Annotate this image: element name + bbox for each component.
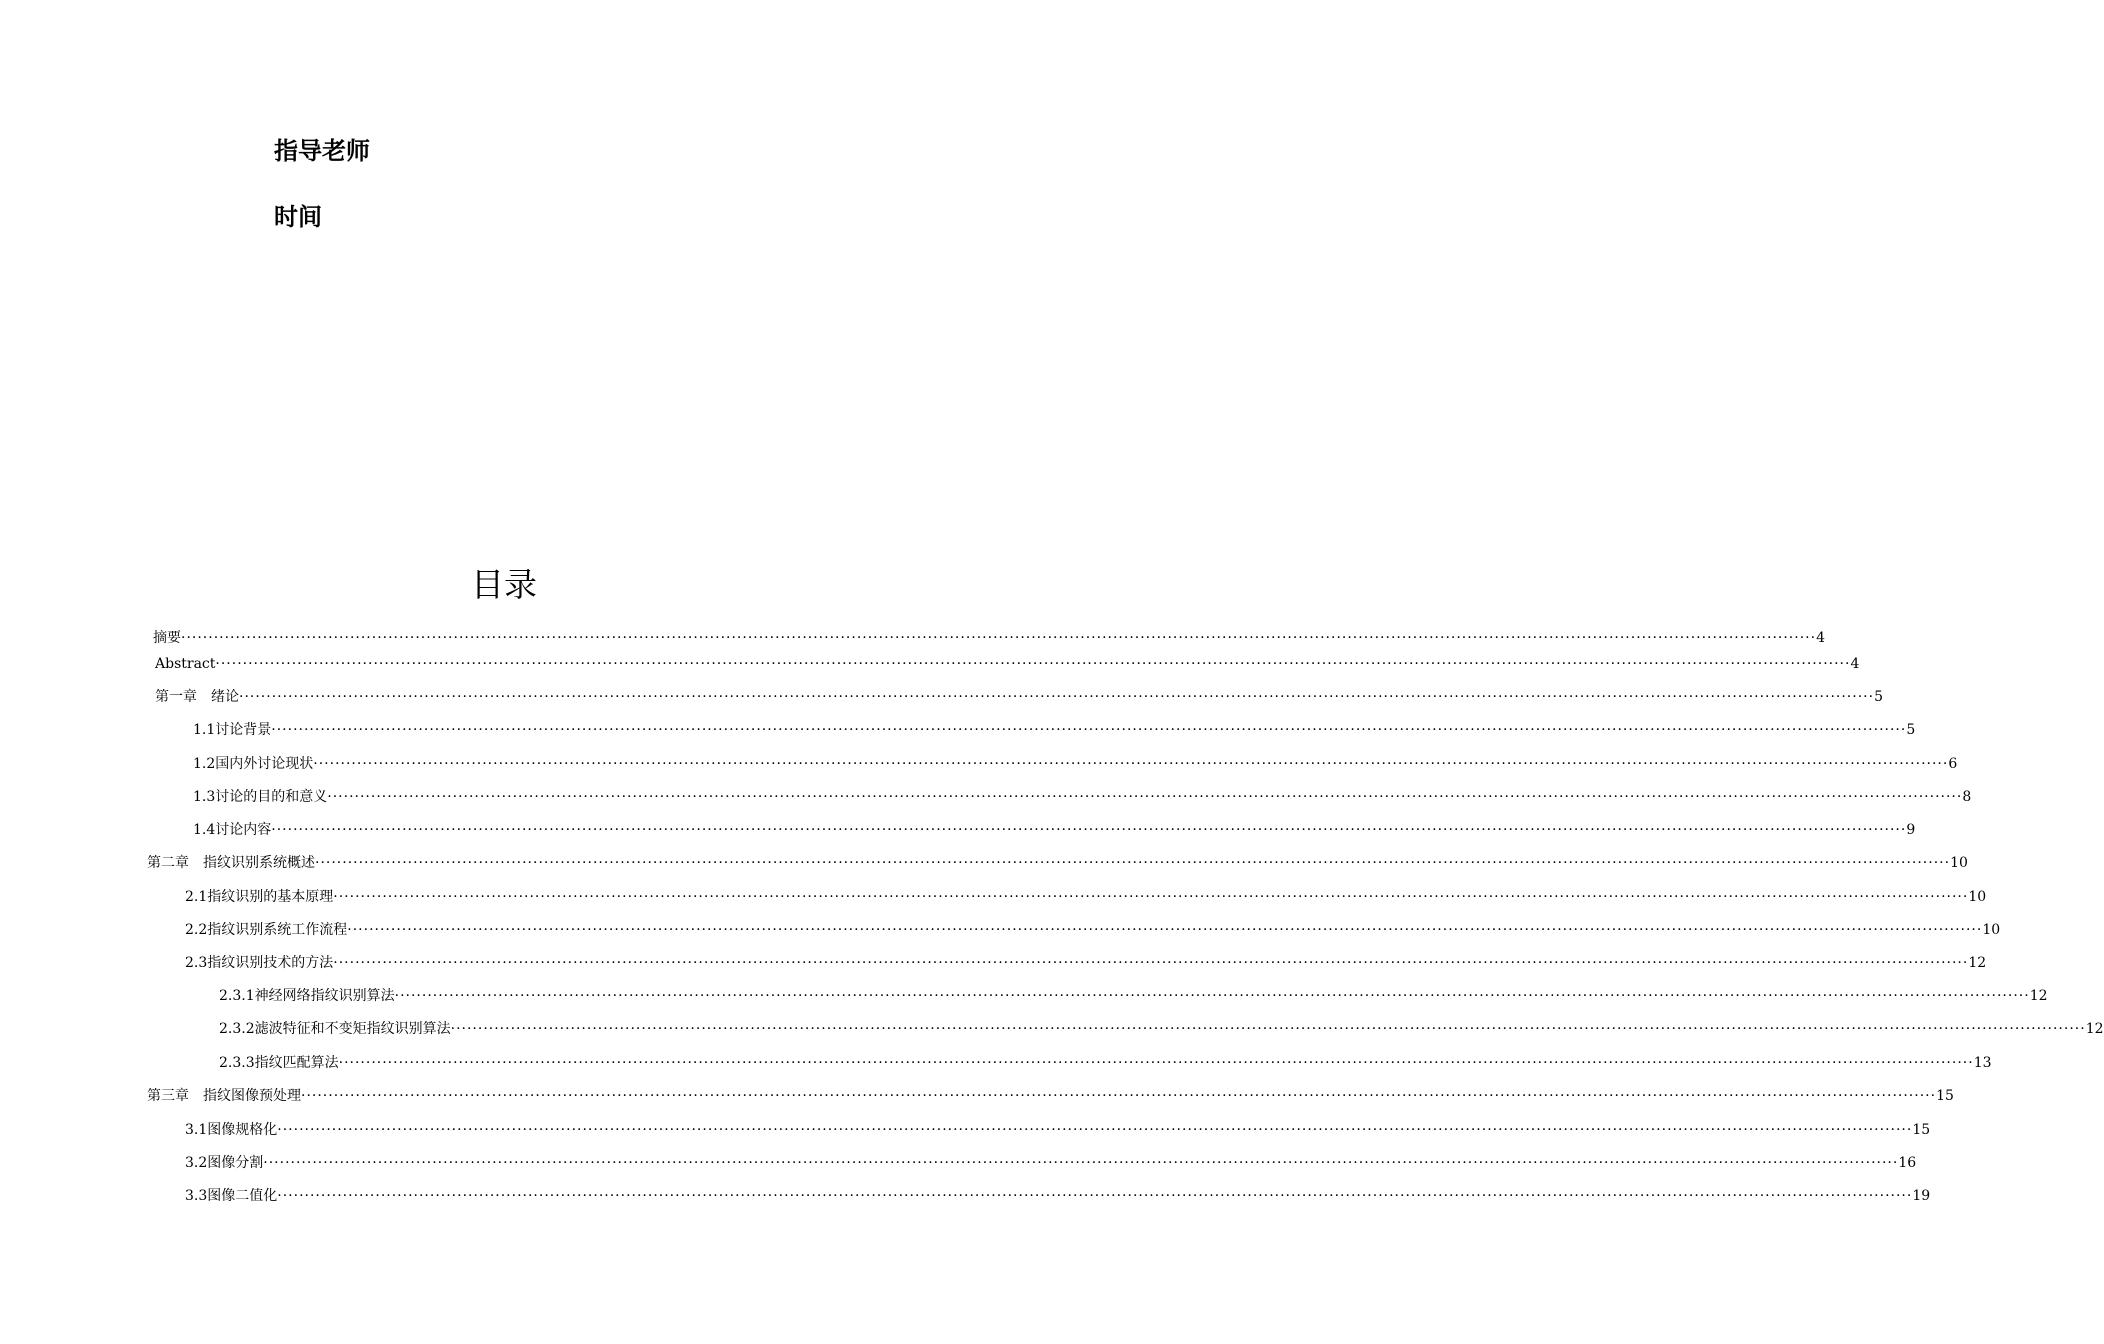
toc-entry-page: 12: [2085, 1021, 2104, 1037]
toc-leader: ············································································································································································································································································································: [239, 689, 1875, 705]
toc-entry-text: 2.3.2滤波特征和不变矩指纹识别算法: [219, 1021, 451, 1037]
toc-entry-page: 16: [1898, 1155, 1917, 1171]
toc-entry[interactable]: [185, 887, 1987, 907]
toc-entry-page: 5: [1874, 689, 1883, 705]
toc-leader: ············································································································································································································································································································: [347, 922, 1983, 938]
toc-entry-text: 3.1图像规格化: [185, 1122, 278, 1138]
toc-entry-page: 12: [1968, 955, 1987, 971]
toc-entry-page: 9: [1906, 822, 1916, 838]
toc-entry-page: 4: [1816, 630, 1825, 646]
toc-entry-page: 10: [1968, 889, 1987, 905]
toc-entry[interactable]: [153, 628, 1825, 648]
toc-leader: ············································································································································································································································································································: [271, 822, 1907, 838]
toc-entry-text: 2.3指纹识别技术的方法: [185, 955, 334, 971]
toc-entry-page: 10: [1950, 855, 1968, 871]
toc-entry-text: 1.3讨论的目的和意义: [193, 789, 328, 805]
toc-leader: ············································································································································································································································································································: [301, 1088, 1937, 1104]
toc-entry-text: Abstract: [155, 656, 216, 672]
toc-entry-text: 2.2指纹识别系统工作流程: [185, 922, 348, 938]
toc-leader: ············································································································································································································································································································: [181, 630, 1817, 646]
toc-entry-text: 2.1指纹识别的基本原理: [185, 889, 334, 905]
toc-leader: ············································································································································································································································································································: [271, 722, 1907, 738]
toc-entry[interactable]: [185, 920, 2001, 940]
toc-entry-text: 3.2图像分割: [185, 1155, 264, 1171]
advisor-label: 指导老师: [274, 137, 370, 165]
toc-entry-page: 8: [1962, 789, 1972, 805]
toc-leader: ············································································································································································································································································································: [263, 1155, 1899, 1171]
toc-entry-page: 15: [1912, 1122, 1931, 1138]
toc-entry-page: 15: [1936, 1088, 1954, 1104]
toc-entry[interactable]: [147, 1086, 1954, 1106]
toc-leader: ············································································································································································································································································································: [333, 889, 1969, 905]
toc-leader: ············································································································································································································································································································: [327, 789, 1963, 805]
toc-leader: ············································································································································································································································································································: [394, 988, 2030, 1004]
toc-entry-text: 1.1讨论背景: [193, 722, 272, 738]
toc-entry[interactable]: [193, 787, 1972, 807]
toc-entry-page: 10: [1982, 922, 2001, 938]
toc-entry[interactable]: [185, 1153, 1917, 1173]
toc-entry-page: 13: [1973, 1055, 1992, 1071]
toc-entry-text: 摘要: [153, 630, 181, 646]
toc-leader: ············································································································································································································································································································: [333, 955, 1969, 971]
toc-entry[interactable]: [219, 986, 2048, 1006]
toc-entry-text: 3.3图像二值化: [185, 1188, 278, 1204]
toc-leader: ············································································································································································································································································································: [277, 1122, 1913, 1138]
toc-leader: ············································································································································································································································································································: [450, 1021, 2086, 1037]
toc-entry-page: 12: [2029, 988, 2048, 1004]
toc-entry[interactable]: [185, 1120, 1931, 1140]
toc-leader: ············································································································································································································································································································: [313, 756, 1949, 772]
toc-entry[interactable]: [155, 687, 1883, 707]
toc-leader: ············································································································································································································································································································: [315, 855, 1951, 871]
toc-entry[interactable]: [155, 654, 1860, 674]
toc-entry-text: 1.4讨论内容: [193, 822, 272, 838]
toc-entry[interactable]: [185, 953, 1987, 973]
toc-leader: ············································································································································································································································································································: [215, 656, 1851, 672]
toc-leader: ············································································································································································································································································································: [277, 1188, 1913, 1204]
toc-entry[interactable]: [185, 1186, 1931, 1206]
time-label: 时间: [274, 203, 322, 231]
toc-entry-text: 2.3.3指纹匹配算法: [219, 1055, 339, 1071]
toc-entry[interactable]: [193, 820, 1916, 840]
toc-entry[interactable]: [193, 754, 1958, 774]
toc-entry[interactable]: [147, 853, 1968, 873]
toc-entry-page: 19: [1912, 1188, 1931, 1204]
toc-entry[interactable]: [219, 1019, 2104, 1039]
toc-entry[interactable]: [219, 1053, 1992, 1073]
toc-entry-text: 第二章 指纹识别系统概述: [147, 855, 315, 871]
toc-entry-text: 第一章 绪论: [155, 689, 239, 705]
toc-title: 目录: [471, 565, 537, 604]
toc-leader: ············································································································································································································································································································: [338, 1055, 1974, 1071]
toc-entry-text: 1.2国内外讨论现状: [193, 756, 314, 772]
toc-entry-page: 4: [1850, 656, 1860, 672]
toc-entry-text: 2.3.1神经网络指纹识别算法: [219, 988, 395, 1004]
toc-entry[interactable]: [193, 720, 1916, 740]
toc-entry-page: 5: [1906, 722, 1916, 738]
toc-entry-text: 第三章 指纹图像预处理: [147, 1088, 301, 1104]
toc-entry-page: 6: [1948, 756, 1958, 772]
